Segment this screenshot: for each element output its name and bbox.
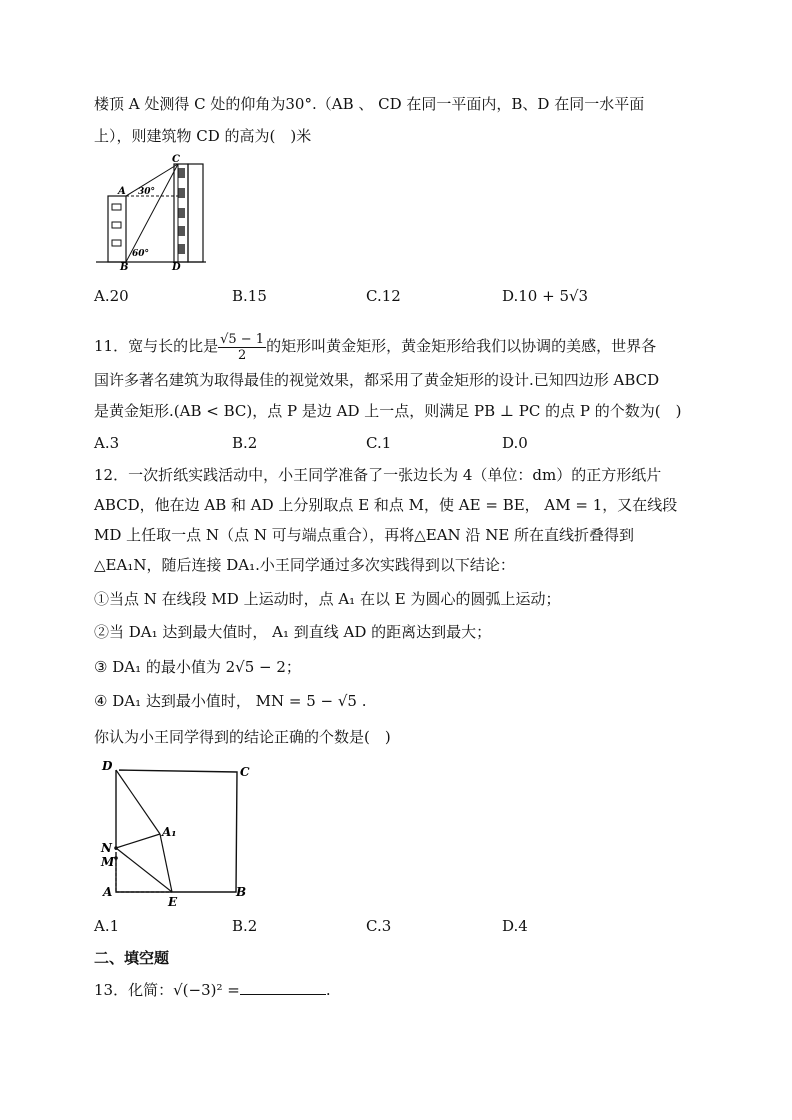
q13-line bbox=[94, 980, 331, 1000]
q12-conclusion-1: ①当点 N 在线段 MD 上运动时，点 A₁ 在以 E 为圆心的圆弧上运动； bbox=[94, 590, 561, 608]
q10-figure bbox=[94, 152, 210, 270]
q11-options bbox=[94, 434, 714, 454]
q11-prefix: 11．宽与长的比是 bbox=[94, 337, 219, 355]
q12-label-B: B bbox=[236, 885, 247, 899]
q12-conclusion-2: ②当 DA₁ 达到最大值时， A₁ 到直线 AD 的距离达到最大； bbox=[94, 623, 492, 641]
q11-line3: 是黄金矩形.(AB < BC)，点 P 是边 AD 上一点，则满足 PB ⊥ PC 的点 P 的个数为( ) bbox=[94, 402, 682, 420]
q10-label-D: D bbox=[172, 262, 181, 270]
q12-label-E: E bbox=[168, 895, 178, 908]
q10-line1: 楼顶 A 处测得 C 处的仰角为30°.（AB 、 CD 在同一平面内，B、D 在同一水平面 bbox=[94, 95, 645, 113]
q13-prefix: 13．化简： bbox=[94, 981, 174, 999]
q11-line1-suffix: 的矩形叫黄金矩形，黄金矩形给我们以协调的美感，世界各 bbox=[266, 337, 657, 355]
q10-label-30: 30° bbox=[138, 187, 156, 197]
q13-expression: √(−3)² = bbox=[173, 981, 240, 999]
q12-option-a[interactable]: A.1 bbox=[94, 917, 120, 935]
q12-option-c[interactable]: C.3 bbox=[366, 917, 392, 935]
q13-answer-blank[interactable] bbox=[240, 980, 326, 995]
q11-line2: 国许多著名建筑为取得最佳的视觉效果，都采用了黄金矩形的设计.已知四边形 ABCD bbox=[94, 371, 660, 389]
q12-label-D: D bbox=[102, 759, 113, 773]
q12-options bbox=[94, 917, 714, 937]
q12-option-d[interactable]: D.4 bbox=[502, 917, 528, 935]
q11-option-b[interactable]: B.2 bbox=[232, 434, 258, 452]
q10-label-60: 60° bbox=[132, 249, 150, 259]
q11-option-c[interactable]: C.1 bbox=[366, 434, 392, 452]
section-title-fill-blank: 二、填空题 bbox=[94, 949, 170, 967]
q12-conclusion-3: ③ DA₁ 的最小值为 2√5 − 2； bbox=[94, 658, 301, 676]
q10-label-B: B bbox=[120, 262, 129, 270]
q12-option-b[interactable]: B.2 bbox=[232, 917, 258, 935]
q10-option-a[interactable]: A.20 bbox=[94, 287, 129, 305]
q11-option-a[interactable]: A.3 bbox=[94, 434, 120, 452]
q12-label-C: C bbox=[240, 765, 250, 779]
q12-label-M: M bbox=[101, 855, 115, 869]
q11-option-d[interactable]: D.0 bbox=[502, 434, 528, 452]
q10-option-d[interactable]: D.10 + 5√3 bbox=[502, 287, 589, 305]
q11-frac-den: 2 bbox=[237, 347, 247, 363]
q10-line2: 上），则建筑物 CD 的高为( )米 bbox=[94, 127, 312, 145]
q11-line1 bbox=[94, 329, 656, 363]
q10-options bbox=[94, 287, 714, 307]
q12-line2: ABCD，他在边 AB 和 AD 上分别取点 E 和点 M，使 AE = BE， AM = 1，又在线段 bbox=[94, 496, 678, 514]
q10-label-A: A bbox=[118, 186, 126, 197]
q12-label-A: A bbox=[103, 885, 113, 899]
q12-line3: MD 上任取一点 N（点 N 可与端点重合），再将△EAN 沿 NE 所在直线折叠得到 bbox=[94, 526, 635, 544]
q10-option-c[interactable]: C.12 bbox=[366, 287, 401, 305]
q12-conclusion-4: ④ DA₁ 达到最小值时， MN = 5 − √5 . bbox=[94, 692, 367, 710]
q10-option-b[interactable]: B.15 bbox=[232, 287, 267, 305]
q10-label-C: C bbox=[172, 154, 180, 165]
q12-label-N: N bbox=[101, 841, 112, 855]
q12-line1: 12．一次折纸实践活动中，小王同学准备了一张边长为 4（单位：dm）的正方形纸片 bbox=[94, 466, 662, 484]
q12-label-A1: A₁ bbox=[162, 825, 177, 839]
q11-fraction bbox=[218, 332, 266, 363]
q12-figure bbox=[94, 758, 264, 908]
q13-suffix: . bbox=[325, 981, 331, 999]
q12-question: 你认为小王同学得到的结论正确的个数是( ) bbox=[94, 728, 391, 746]
q12-line4: △EA₁N，随后连接 DA₁.小王同学通过多次实践得到以下结论： bbox=[94, 556, 515, 574]
q11-frac-num: √5 − 1 bbox=[220, 331, 265, 347]
